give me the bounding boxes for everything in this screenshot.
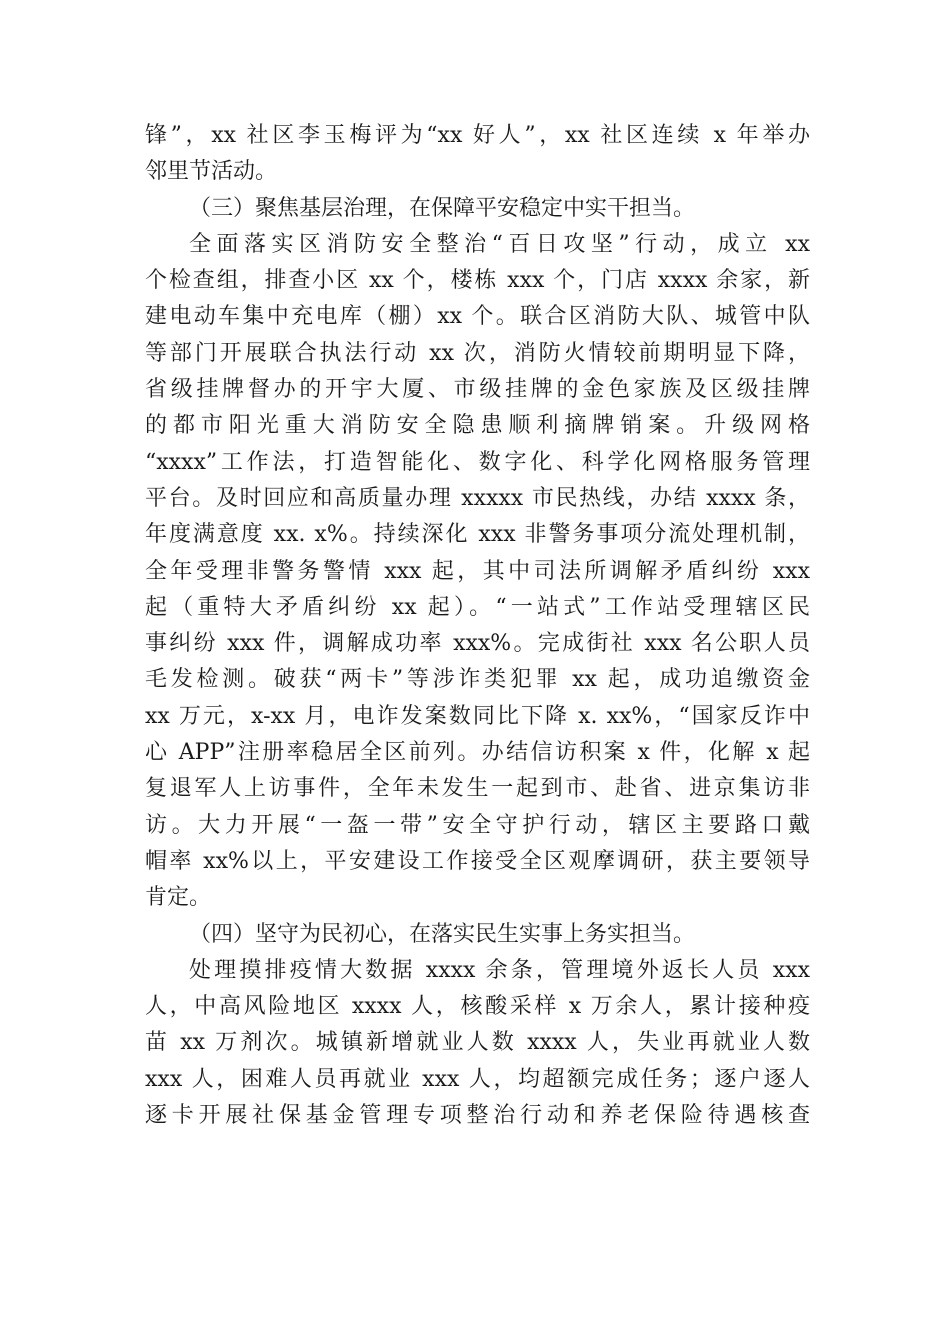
text-line: 邻里节活动。	[145, 159, 278, 185]
text-line: （四）坚守为民初心，在落实民生实事上务实担当。	[189, 921, 696, 947]
text-line: “xxxx”工作法，打造智能化、数字化、科学化网格服务管理	[145, 449, 810, 475]
text-line: 帽率 xx%以上，平安建设工作接受全区观摩调研，获主要领导	[145, 848, 810, 874]
text-line: 平台。及时回应和高质量办理 xxxxx 市民热线，办结 xxxx 条，	[145, 485, 810, 511]
text-line: 起（重特大矛盾纠纷 xx 起）。“一站式”工作站受理辖区民	[145, 594, 810, 620]
text-line: 毛发检测。破获“两卡”等涉诈类犯罪 xx 起，成功追缴资金	[145, 667, 810, 693]
text-line: 年度满意度 xx. x%。持续深化 xxx 非警务事项分流处理机制，	[145, 522, 810, 548]
text-line: 事纠纷 xxx 件，调解成功率 xxx%。完成街社 xxx 名公职人员	[145, 631, 810, 657]
text-line: （三）聚焦基层治理，在保障平安稳定中实干担当。	[189, 195, 696, 221]
text-line: 个检查组，排查小区 xx 个，楼栋 xxx 个，门店 xxxx 余家，新	[145, 268, 810, 294]
text-line: 人，中高风险地区 xxxx 人，核酸采样 x 万余人，累计接种疫	[145, 994, 810, 1020]
text-line: 心 APP”注册率稳居全区前列。办结信访积案 x 件，化解 x 起	[145, 740, 810, 766]
text-line: 全面落实区消防安全整治“百日攻坚”行动，成立 xx	[189, 231, 810, 257]
text-line: 访。大力开展“一盔一带”安全守护行动，辖区主要路口戴	[145, 812, 810, 838]
text-line: 肯定。	[145, 885, 212, 911]
text-line: xx 万元，x-xx 月，电诈发案数同比下降 x. xx%，“国家反诈中	[145, 703, 810, 729]
text-line: 的都市阳光重大消防安全隐患顺利摘牌销案。升级网格	[145, 413, 810, 439]
document-body	[145, 118, 810, 1134]
text-line: 建电动车集中充电库（棚）xx 个。联合区消防大队、城管中队	[145, 304, 810, 330]
text-line: 处理摸排疫情大数据 xxxx 余条，管理境外返长人员 xxx	[189, 957, 810, 983]
text-line: 等部门开展联合执法行动 xx 次，消防火情较前期明显下降，	[145, 340, 810, 366]
text-line: 锋”，xx 社区李玉梅评为“xx 好人”，xx 社区连续 x 年举办	[145, 123, 810, 148]
text-line: 苗 xx 万剂次。城镇新增就业人数 xxxx 人，失业再就业人数	[145, 1030, 810, 1056]
text-line: 复退军人上访事件，全年未发生一起到市、赴省、进京集访非	[145, 776, 810, 802]
text-line: xxx 人，困难人员再就业 xxx 人，均超额完成任务；逐户逐人	[145, 1066, 810, 1092]
text-line: 全年受理非警务警情 xxx 起，其中司法所调解矛盾纠纷 xxx	[145, 558, 810, 584]
text-line: 逐卡开展社保基金管理专项整治行动和养老保险待遇核查	[145, 1103, 810, 1129]
text-line: 省级挂牌督办的开宇大厦、市级挂牌的金色家族及区级挂牌	[145, 377, 810, 403]
